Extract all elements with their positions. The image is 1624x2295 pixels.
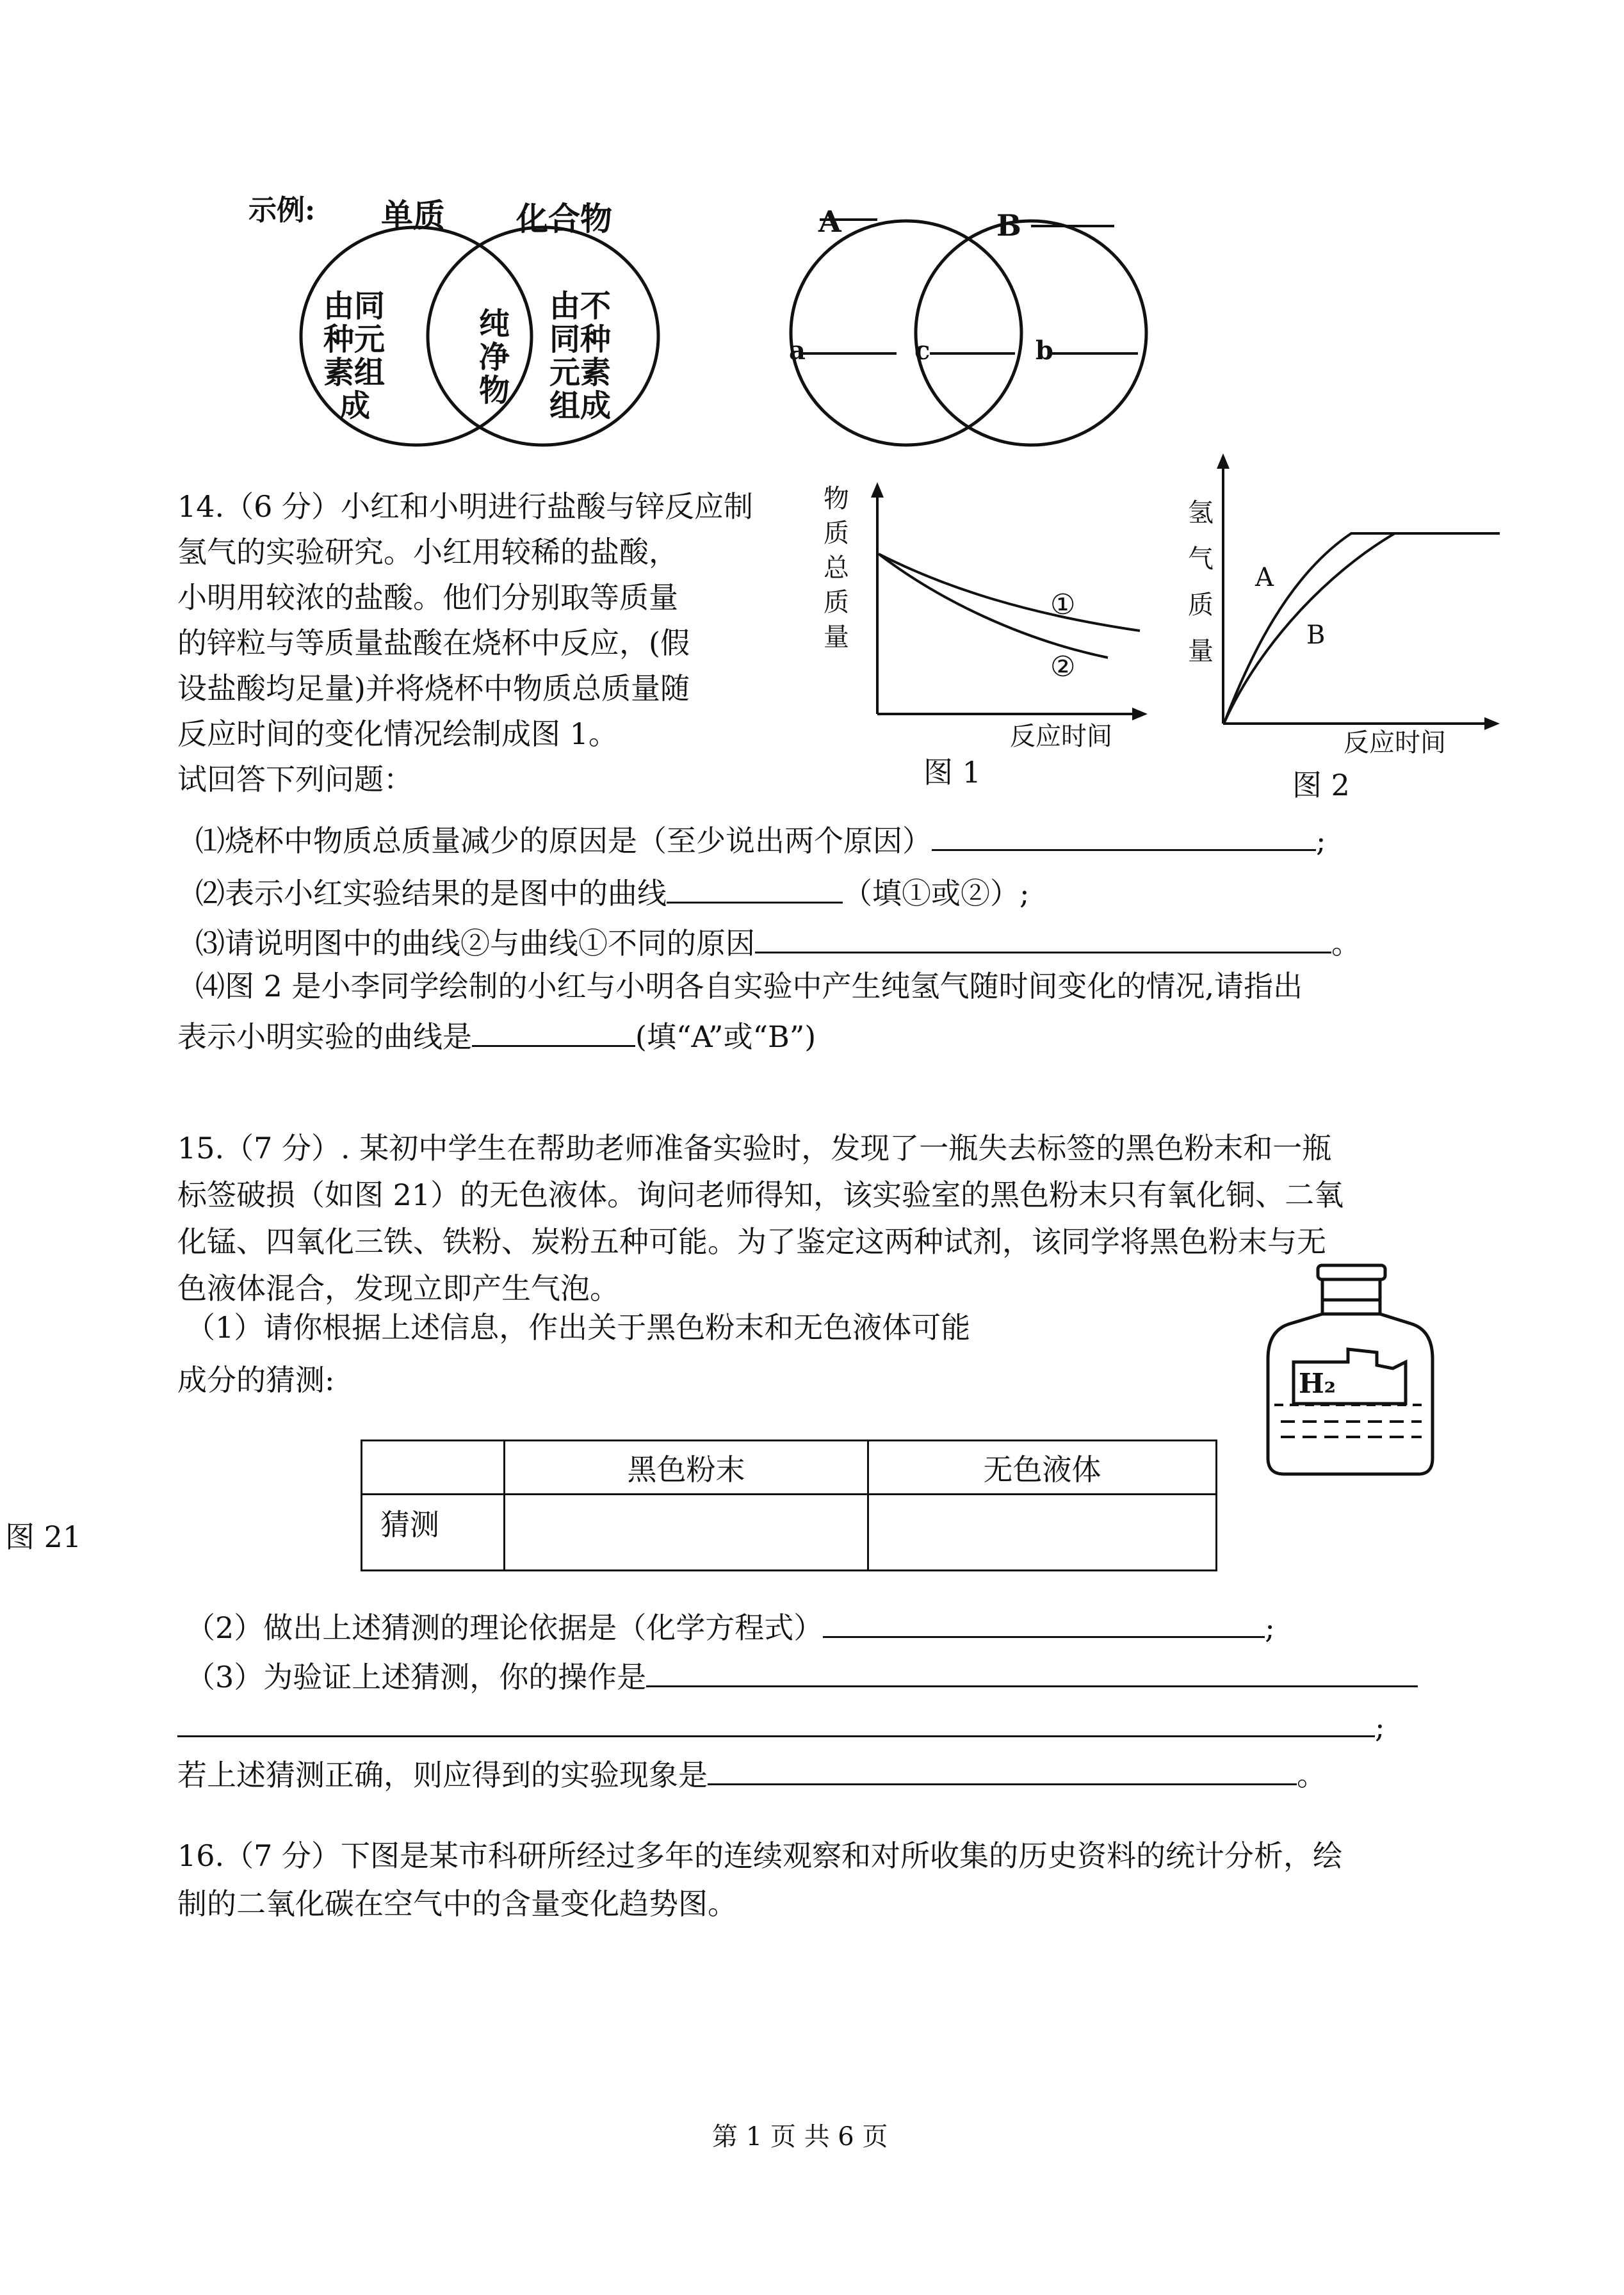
fig1-curve-1 [879,554,1140,631]
q15-sub3: （3）为验证上述猜测，你的操作是 [186,1660,1418,1692]
venn-left-text: 由同 种元 素组 成 [323,288,386,424]
q15-body: 15.（7 分）. 某初中学生在帮助老师准备实验时，发现了一瓶失去标签的黑色粉末和一瓶 标签破损（如图 21）的无色液体。询问老师得知，该实验室的黑色粉末只有氧化铜、二氧 化锰、四氧化三铁、铁粉、炭粉五种可能。为了鉴定这两种试剂，该同学将黑色粉末与无 色液体混合，发现立即产生气泡。 [177,1131,1344,1306]
q15-sub3-line3: 若上述猜测正确，则应得到的实验现象是 。 [177,1758,1326,1792]
fig2-curve-A [1224,533,1500,722]
table-row-label: 猜测 [362,1495,505,1571]
venn-example-label: 示例: [248,194,316,227]
table-cell-liquid-guess[interactable] [868,1495,1217,1571]
table-cell-black-guess[interactable] [505,1495,868,1571]
table-header-row [362,1441,1217,1495]
q14-sub3: ⑶请说明图中的曲线②与曲线①不同的原因 。 [195,926,1361,961]
q14-sub2-blank[interactable] [667,876,843,904]
venn-label-b: b [1035,336,1053,366]
fig2-curve-A-label: A [1255,563,1274,592]
q15-sub1-line2: 成分的猜测: [177,1363,335,1397]
venn-label-a: a [789,336,806,366]
q15-sub2: （2）做出上述猜测的理论依据是（化学方程式） ; [186,1610,1275,1645]
fig2-caption: 图 2 [1292,768,1350,802]
venn-right-title: 化合物 [516,200,612,238]
fig1-ylabel: 物 质 总 质 量 [824,484,849,652]
q14-sub4-blank[interactable] [472,1019,635,1047]
q15-sub3-blank-2[interactable] [177,1710,1375,1737]
table-row [362,1495,1217,1571]
q14-sub1-blank[interactable] [932,823,1316,851]
fig1-curve1-label: ① [1050,588,1076,621]
table-header-black-powder: 黑色粉末 [505,1441,868,1495]
venn-right-text: 由不 同种 元素 组成 [549,288,612,424]
table-header-liquid: 无色液体 [868,1441,1217,1495]
venn-right-circle [428,227,658,445]
q15-sub1-line1: （1）请你根据上述信息，作出关于黑色粉末和无色液体可能 [186,1310,971,1345]
fig1-caption: 图 1 [923,755,981,790]
figure-2-chart [1191,448,1524,730]
q14-sub1: ⑴烧杯中物质总质量减少的原因是（至少说出两个原因） ; [195,823,1326,858]
venn-label-A: A [818,204,841,239]
q14-sub3-blank[interactable] [755,926,1331,953]
q14-sub4-line2: 表示小明实验的曲线是 (填“A”或“B”) [177,1019,816,1054]
q15-sub3-blank-3[interactable] [708,1758,1297,1785]
q16-line2: 制的二氧化碳在空气中的含量变化趋势图。 [177,1886,737,1921]
venn-center-text: 纯 净 物 [479,306,510,409]
fig1-curve2-label: ② [1050,651,1076,683]
q15-sub3-blank[interactable] [646,1660,1418,1687]
fig2-xlabel: 反应时间 [1344,728,1446,758]
venn-left-title: 单质 [381,197,445,234]
q15-sub2-blank[interactable] [823,1610,1265,1638]
q14-intro: 14.（6 分）小红和小明进行盐酸与锌反应制 氢气的实验研究。小红用较稀的盐酸， 小明用较浓的盐酸。他们分别取等质量 的锌粒与等质量盐酸在烧杯中反应，(假 设盐酸均足量)并将烧杯中物质总质量随 反应时间的变化情况绘制成图 1。 试回答下列问题： [177,489,754,797]
figure-21-label: 图 21 [5,1520,82,1554]
q16-line1: 16.（7 分）下图是某市科研所经过多年的连续观察和对所收集的历史资料的统计分析，绘 [177,1838,1343,1873]
bottle-h2-label: H₂ [1299,1368,1336,1399]
reagent-bottle-figure [1265,1263,1438,1480]
fig2-curve-B-label: B [1306,620,1326,650]
q14-sub4-line1: ⑷图 2 是小李同学绘制的小红与小明各自实验中产生纯氢气随时间变化的情况,请指出 [195,969,1303,1003]
q15-sub3-line2: ; [177,1710,1385,1742]
page-footer: 第 1 页 共 6 页 [712,2122,888,2152]
guess-table [361,1439,1217,1571]
venn-label-c: c [914,336,930,366]
fig1-xlabel: 反应时间 [1010,722,1112,751]
fig2-ylabel: 氢 气 质 量 [1188,498,1214,666]
q14-sub2: ⑵表示小红实验结果的是图中的曲线 （填①或②）; [195,876,1030,911]
venn-label-B: B [996,208,1021,243]
